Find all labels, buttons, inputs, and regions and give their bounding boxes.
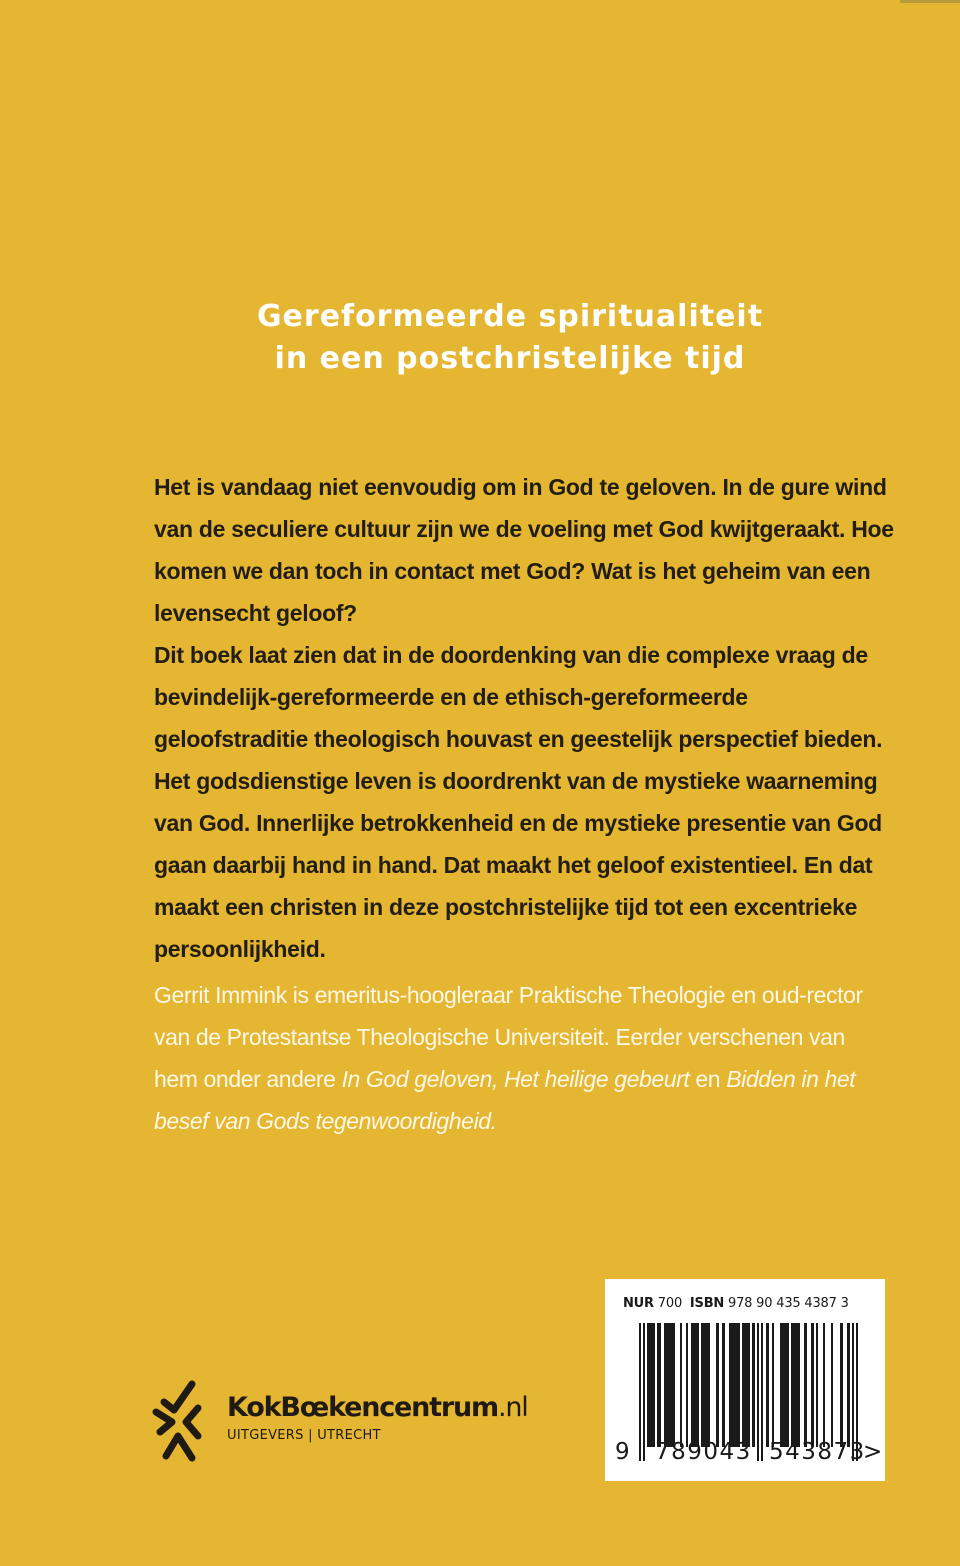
barcode-bar: [680, 1323, 682, 1447]
isbn-label: ISBN: [689, 1296, 725, 1311]
nur-value: 700: [657, 1296, 683, 1311]
barcode-right-digits: 543873: [769, 1439, 866, 1465]
subtitle-line-1: Gereformeerde spiritualiteit: [256, 299, 764, 334]
blurb-paragraph-2: Dit boek laat zien dat in de doordenking van die complexe vraag de bevindelijk-gereformeerde en de ethisch-gereformeerde geloofstraditie theologisch houvast en geestelijk perspectief bieden. Het godsdienstige leven is doordrenkt van de mystieke waarneming van God. Innerlijke betrokkenheid en de mystieke presentie van God gaan daarbij hand in hand. Dat maakt het geloof existentieel. En dat maakt een christen in deze postchristelijke tijd tot een excentrieke persoonlijkheid.: [154, 642, 883, 962]
barcode-bar: [742, 1323, 750, 1447]
nur-label: NUR: [623, 1296, 654, 1311]
barcode-left-digits: 789043: [655, 1439, 752, 1465]
barcode-bar: [840, 1323, 843, 1447]
barcode-bar: [816, 1323, 818, 1447]
barcode-bar: [657, 1323, 661, 1447]
barcode-bar: [766, 1323, 769, 1447]
barcode-bar: [701, 1323, 710, 1447]
barcode-bar: [791, 1323, 800, 1447]
barcode-bar: [752, 1323, 755, 1447]
author-bio: [154, 974, 894, 1142]
barcode-bar: [804, 1323, 807, 1447]
barcode-bar: [729, 1323, 740, 1447]
barcode-quiet-zone-marker: >: [863, 1439, 884, 1465]
author-bio-text: Gerrit Immink is emeritus-hoogleraar Praktische Theologie en oud-rector van de Protestantse Theologische Universiteit. Eerder verschenen van hem onder andere: [154, 982, 863, 1092]
barcode-bar: [772, 1323, 774, 1447]
barcode-bar: [716, 1323, 719, 1447]
isbn-barcode: [605, 1279, 885, 1481]
book-blurb: [154, 466, 894, 970]
barcode-bar: [780, 1323, 789, 1447]
cover-subtitle: [0, 296, 960, 380]
barcode-bar: [647, 1323, 655, 1447]
kok-boekencentrum-mark-icon: [152, 1378, 204, 1464]
publisher-logo: [152, 1378, 532, 1468]
publisher-name-text: KokBœkencentrum: [227, 1392, 498, 1423]
subtitle-line-2: in een postchristelijke tijd: [274, 341, 746, 376]
barcode-bar: [686, 1323, 688, 1447]
page-edge-mark: [900, 0, 960, 3]
author-bio-connector: en: [689, 1066, 727, 1092]
publisher-tld: .nl: [497, 1392, 528, 1423]
barcode-bar: [823, 1323, 825, 1447]
book-title-2: Bidden in het besef van Gods tegenwoordigheid.: [154, 1066, 856, 1134]
blurb-paragraph-1: Het is vandaag niet eenvoudig om in God te geloven. In de gure wind van de seculiere cultuur zijn we de voeling met God kwijtgeraakt. Hoe komen we dan toch in contact met God? Wat is het geheim van een levensecht geloof?: [154, 474, 894, 626]
barcode-bar: [664, 1323, 675, 1447]
publisher-name: [227, 1392, 528, 1423]
book-title-1: In God geloven, Het heilige gebeurt: [341, 1066, 690, 1092]
barcode-first-digit: 9: [615, 1439, 632, 1465]
isbn-value: 978 90 435 4387 3: [728, 1296, 849, 1311]
barcode-bars: [639, 1323, 859, 1451]
barcode-bar: [847, 1323, 850, 1447]
barcode-bar: [831, 1323, 833, 1447]
barcode-bar: [691, 1323, 699, 1447]
barcode-bar: [811, 1323, 814, 1447]
isbn-info-line: [623, 1296, 849, 1311]
publisher-tagline: UITGEVERS | UTRECHT: [227, 1428, 381, 1443]
barcode-digits: [615, 1439, 884, 1475]
barcode-bar: [722, 1323, 725, 1447]
